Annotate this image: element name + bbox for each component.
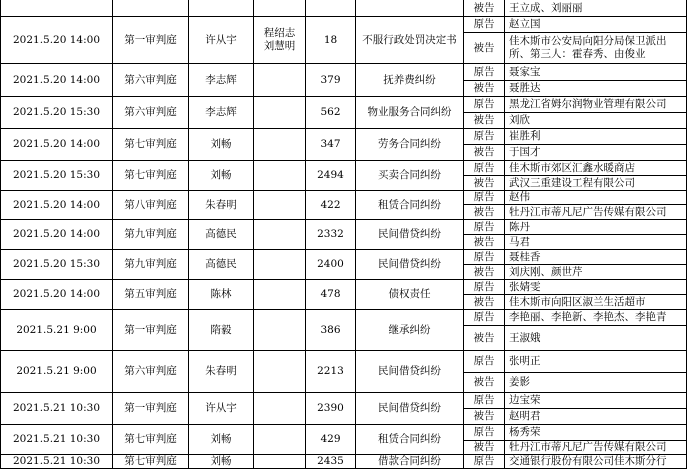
courtroom-cell: 第九审判庭 — [113, 220, 189, 250]
case-number-cell: 2332 — [306, 220, 356, 250]
judge-cell: 刘畅 — [189, 455, 254, 469]
courtroom-cell — [113, 0, 189, 17]
case-number-cell: 18 — [306, 17, 356, 64]
clerk-cell — [254, 250, 306, 280]
courtroom-cell: 第七审判庭 — [113, 425, 189, 455]
clerk-cell — [254, 280, 306, 310]
judge-cell: 陈林 — [189, 280, 254, 310]
case-number-cell: 562 — [306, 97, 356, 129]
party-role-cell: 被告 — [464, 145, 505, 161]
hearing-date-cell: 2021.5.21 10:30 — [1, 425, 113, 455]
party-role-cell: 被告 — [464, 326, 505, 351]
hearing-date-cell: 2021.5.20 14:00 — [1, 280, 113, 310]
party-name-cell: 王淑娥 — [505, 326, 687, 351]
judge-cell: 刘畅 — [189, 161, 254, 191]
case-number-cell: 2213 — [306, 351, 356, 393]
hearing-date-cell: 2021.5.20 14:00 — [1, 64, 113, 97]
case-cause-cell: 民间借贷纠纷 — [356, 250, 464, 280]
party-role-cell: 原告 — [464, 64, 505, 81]
party-name-cell: 武汉三重建设工程有限公司 — [505, 176, 687, 191]
case-number-cell: 379 — [306, 64, 356, 97]
party-name-cell: 赵伟 — [505, 191, 687, 205]
clerk-cell — [254, 64, 306, 97]
case-cause-cell: 债权责任 — [356, 280, 464, 310]
party-role-cell: 原告 — [464, 17, 505, 33]
case-number-cell: 478 — [306, 280, 356, 310]
party-role-cell: 被告 — [464, 295, 505, 310]
clerk-cell — [254, 220, 306, 250]
table-row — [1, 425, 687, 441]
party-name-cell: 李艳丽、李艳新、李艳杰、李艳青 — [505, 310, 687, 326]
courtroom-cell: 第一审判庭 — [113, 17, 189, 64]
clerk-cell — [254, 129, 306, 161]
judge-cell: 刘畅 — [189, 425, 254, 455]
judge-cell: 朱春明 — [189, 191, 254, 220]
courtroom-cell: 第五审判庭 — [113, 280, 189, 310]
party-role-cell: 原告 — [464, 161, 505, 176]
courtroom-cell: 第六审判庭 — [113, 64, 189, 97]
party-name-cell: 张明正 — [505, 351, 687, 373]
party-role-cell: 被告 — [464, 176, 505, 191]
table-row — [1, 161, 687, 176]
case-number-cell: 429 — [306, 425, 356, 455]
hearing-date-cell: 2021.5.20 14:00 — [1, 17, 113, 64]
case-number-cell: 347 — [306, 129, 356, 161]
courtroom-cell: 第六审判庭 — [113, 351, 189, 393]
hearing-date-cell: 2021.5.21 10:30 — [1, 393, 113, 425]
party-name-cell: 边宝荣 — [505, 393, 687, 409]
party-role-cell: 原告 — [464, 310, 505, 326]
hearing-date-cell: 2021.5.20 15:30 — [1, 97, 113, 129]
party-role-cell: 原告 — [464, 425, 505, 441]
case-number-cell: 2494 — [306, 161, 356, 191]
table-row — [1, 129, 687, 145]
case-cause-cell: 租赁合同纠纷 — [356, 191, 464, 220]
courtroom-cell: 第八审判庭 — [113, 191, 189, 220]
table-row — [1, 310, 687, 326]
party-role-cell: 原告 — [464, 220, 505, 235]
party-role-cell: 被告 — [464, 235, 505, 250]
case-number-cell: 2390 — [306, 393, 356, 425]
party-role-cell: 被告 — [464, 373, 505, 393]
table-row — [1, 351, 687, 373]
party-name-cell: 杨秀荣 — [505, 425, 687, 441]
clerk-cell — [254, 393, 306, 425]
courtroom-cell: 第六审判庭 — [113, 97, 189, 129]
party-name-cell: 刘庆刚、颜世芹 — [505, 265, 687, 280]
hearing-date-cell: 2021.5.21 9:00 — [1, 310, 113, 351]
party-name-cell: 黑龙江省姆尔润物业管理有限公司 — [505, 97, 687, 113]
clerk-cell — [254, 191, 306, 220]
table-row — [1, 393, 687, 409]
clerk-cell — [254, 351, 306, 393]
courtroom-cell: 第七审判庭 — [113, 161, 189, 191]
hearing-date-cell: 2021.5.20 15:30 — [1, 161, 113, 191]
hearing-date-cell: 2021.5.20 15:30 — [1, 250, 113, 280]
party-name-cell: 佳木斯市向阳区淑兰生活超市 — [505, 295, 687, 310]
party-name-cell: 聂胜达 — [505, 81, 687, 97]
case-cause-cell: 民间借贷纠纷 — [356, 220, 464, 250]
clerk-cell — [254, 161, 306, 191]
judge-cell: 隋毅 — [189, 310, 254, 351]
case-number-cell: 2400 — [306, 250, 356, 280]
party-role-cell: 原告 — [464, 129, 505, 145]
judge-cell: 高德民 — [189, 220, 254, 250]
case-cause-cell: 借款合同纠纷 — [356, 455, 464, 469]
party-name-cell: 赵立国 — [505, 17, 687, 33]
table-row — [1, 17, 687, 33]
party-role-cell: 被告 — [464, 81, 505, 97]
table-row — [1, 191, 687, 205]
clerk-cell — [254, 0, 306, 17]
judge-cell: 高德民 — [189, 250, 254, 280]
party-role-cell: 原告 — [464, 393, 505, 409]
party-name-cell: 陈丹 — [505, 220, 687, 235]
party-role-cell: 被告 — [464, 205, 505, 220]
courtroom-cell: 第一审判庭 — [113, 393, 189, 425]
party-name-cell: 赵明君 — [505, 409, 687, 425]
party-role-cell: 原告 — [464, 191, 505, 205]
judge-cell: 刘畅 — [189, 129, 254, 161]
hearing-date-cell: 2021.5.21 10:30 — [1, 455, 113, 469]
party-role-cell: 被告 — [464, 33, 505, 64]
table-row — [1, 220, 687, 235]
party-name-cell: 马君 — [505, 235, 687, 250]
party-name-cell: 牡丹江市蒂凡尼广告传媒有限公司 — [505, 441, 687, 455]
judge-cell: 许从宇 — [189, 17, 254, 64]
case-cause-cell: 民间借贷纠纷 — [356, 393, 464, 425]
schedule-body — [1, 0, 687, 469]
table-row — [1, 97, 687, 113]
party-name-cell: 于国才 — [505, 145, 687, 161]
case-number-cell: 2435 — [306, 455, 356, 469]
party-role-cell: 原告 — [464, 250, 505, 265]
party-role-cell: 原告 — [464, 97, 505, 113]
case-cause-cell: 民间借贷纠纷 — [356, 351, 464, 393]
clerk-cell — [254, 97, 306, 129]
case-cause-cell: 劳务合同纠纷 — [356, 129, 464, 161]
party-name-cell: 佳木斯市公安局向阳分局保卫派出所、第三人：霍春秀、由俊业 — [505, 33, 687, 64]
party-name-cell: 聂家宝 — [505, 64, 687, 81]
case-number-cell: 422 — [306, 191, 356, 220]
party-role-cell: 被告 — [464, 409, 505, 425]
table-row — [1, 64, 687, 81]
judge-cell: 李志辉 — [189, 64, 254, 97]
party-role-cell: 被告 — [464, 0, 505, 17]
courtroom-cell: 第七审判庭 — [113, 455, 189, 469]
hearing-date-cell: 2021.5.20 14:00 — [1, 129, 113, 161]
courtroom-cell: 第七审判庭 — [113, 129, 189, 161]
case-cause-cell: 买卖合同纠纷 — [356, 161, 464, 191]
party-role-cell: 原告 — [464, 351, 505, 373]
clerk-cell — [254, 310, 306, 351]
case-number-cell — [306, 0, 356, 17]
hearing-date-cell: 2021.5.20 14:00 — [1, 220, 113, 250]
case-cause-cell: 不服行政处罚决定书 — [356, 17, 464, 64]
cut-off-text-line — [0, 455, 700, 461]
party-name-cell: 刘欣 — [505, 113, 687, 129]
party-name-cell: 崔胜利 — [505, 129, 687, 145]
party-role-cell: 原告 — [464, 280, 505, 295]
party-name-cell: 姜影 — [505, 373, 687, 393]
table-row — [1, 280, 687, 295]
party-name-cell: 佳木斯市郊区汇鑫水暖商店 — [505, 161, 687, 176]
judge-cell: 许从宇 — [189, 393, 254, 425]
judge-cell — [189, 0, 254, 17]
table-row — [1, 250, 687, 265]
judge-cell: 李志辉 — [189, 97, 254, 129]
case-cause-cell: 继承纠纷 — [356, 310, 464, 351]
judge-cell: 朱春明 — [189, 351, 254, 393]
party-name-cell: 牡丹江市蒂凡尼广告传媒有限公司 — [505, 205, 687, 220]
courtroom-cell: 第九审判庭 — [113, 250, 189, 280]
hearing-date-cell — [1, 0, 113, 17]
hearing-date-cell: 2021.5.20 14:00 — [1, 191, 113, 220]
case-number-cell: 386 — [306, 310, 356, 351]
hearing-date-cell: 2021.5.21 9:00 — [1, 351, 113, 393]
party-role-cell: 被告 — [464, 265, 505, 280]
party-name-cell: 交通银行股份有限公司佳木斯分行 — [505, 455, 687, 469]
party-name-cell: 张婧雯 — [505, 280, 687, 295]
case-cause-cell: 租赁合同纠纷 — [356, 425, 464, 455]
party-name-cell: 聂桂香 — [505, 250, 687, 265]
table-row — [1, 0, 687, 17]
case-cause-cell — [356, 0, 464, 17]
courtroom-cell: 第一审判庭 — [113, 310, 189, 351]
party-role-cell: 原告 — [464, 455, 505, 469]
party-role-cell: 被告 — [464, 441, 505, 455]
clerk-cell — [254, 425, 306, 455]
party-name-cell: 王立成、刘丽丽 — [505, 0, 687, 17]
case-cause-cell: 物业服务合同纠纷 — [356, 97, 464, 129]
clerk-cell: 程绍志 刘慧明 — [254, 17, 306, 64]
case-cause-cell: 抚养费纠纷 — [356, 64, 464, 97]
party-role-cell: 被告 — [464, 113, 505, 129]
